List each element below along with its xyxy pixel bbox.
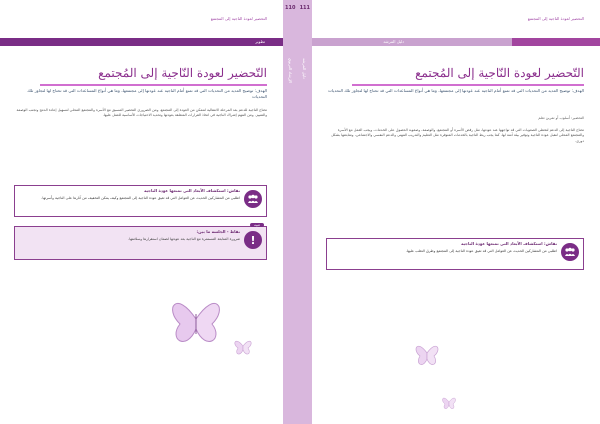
box-title: نقاش: استكشاف الأبعاد التي تمنعها عودة الناجية [461, 241, 557, 246]
body-paragraph: تحتاج الناجية إلى الدعم لتخطي الصعوبات التي قد تواجهها عند عودتها، مثل رفض الأسرة أو المجتمع، والوصمة، وصعوبة الحصول على الخدمات. ويجب العمل مع الأسرة والمجتمع المحلي لتقبل عودة الناجية وتوفير بيئة آمنة لها. كما يجب ربط الناجية بالخدمات المتوفرة مثل التعليم والتدريب المهني والدعم النفسي والاجتماعي، ومتابعتها بشكل دوري. [331, 128, 584, 143]
box-text: ضرورة المتابعة المستمرة مع الناجية بعد عودتها لضمان استقرارها وسلامتها. [128, 237, 240, 241]
header-title: التحضير لعودة الناجية إلى المجتمع [210, 16, 267, 21]
group-icon [244, 190, 262, 208]
band-label: دليل المرشد [383, 39, 404, 44]
band-label: تطوير [255, 39, 265, 44]
butterfly-icon [412, 336, 442, 370]
lead-text: الهدف: توضيح العديد من التحديات التي قد تمنع أمام الناجية عند عودتها إلى مجتمعها، وما هي أنواع المساعدات التي قد تحتاج لها لتجاوز تلك التحديات [327, 88, 584, 93]
discussion-box [326, 238, 584, 270]
butterfly-icon [440, 392, 458, 412]
alert-icon: ! [244, 231, 262, 249]
box-text: اطلبي من المشاركين الحديث عن العوامل التي قد تعيق عودة الناجية إلى المجتمع وطرق التغلب عليها. [405, 249, 557, 253]
box-text: اطلبي من المشاركين الحديث عن العوامل التي قد تعيق عودة الناجية إلى المجتمع وكيف يمكن التخفيف من آثارها على الناجية وأسرتها. [41, 196, 240, 200]
left-page [0, 0, 283, 424]
page-number-left: 110 [285, 5, 296, 11]
subheading: التحضير: أسلوب أو تمرين تعلم [538, 116, 584, 120]
box-title: نقاط - الجلسة ما بين: [196, 229, 240, 234]
butterfly-icon [166, 284, 226, 354]
section-band-light [312, 38, 512, 46]
spine [283, 0, 312, 424]
right-page [312, 0, 600, 424]
butterfly-icon [232, 334, 254, 358]
title-rule [352, 84, 584, 86]
body-paragraph: تحتاج الناجية للدعم بعد المرحلة الانتقالية لتتمكن من العودة إلى المجتمع، ومن الضروري التحضير المسبق مع الأسرة والمجتمع المحلي لتسهيل إعادة الدمج وتجنب الوصمة والتمييز. ومن المهم إشراك الناجية في اتخاذ القرارات المتعلقة بعودتها وتحديد الاحتياجات الأساسية للعمل عليها. [16, 108, 267, 118]
lead-text: الهدف: توضيح العديد من التحديات التي قد تمنع أمام الناجية عند عودتها إلى مجتمعها، وما هي أنواع المساعدات التي قد تحتاج لها لتجاوز تلك التحديات [27, 88, 267, 99]
section-band [512, 38, 600, 46]
alert-pill: تنبيه [250, 223, 264, 227]
spine-label-right: دليل المرشد [302, 58, 307, 79]
section-band [0, 38, 283, 46]
alert-box [14, 223, 267, 260]
page-title: التّحضير لعودة النّاجية إلى المُجتمع [98, 66, 267, 80]
spine-label-left: الإرشاد التربوي [288, 58, 293, 84]
box-title: نقاش: استكشاف الأبعاد التي تمنعها عودة الناجية [144, 188, 240, 193]
title-rule [40, 84, 267, 86]
discussion-box [14, 185, 267, 217]
header-title: التحضير لعودة الناجية إلى المجتمع [527, 16, 584, 21]
page-title: التّحضير لعودة النّاجية إلى المُجتمع [415, 66, 584, 80]
group-icon [561, 243, 579, 261]
page-number-right: 111 [299, 5, 310, 11]
